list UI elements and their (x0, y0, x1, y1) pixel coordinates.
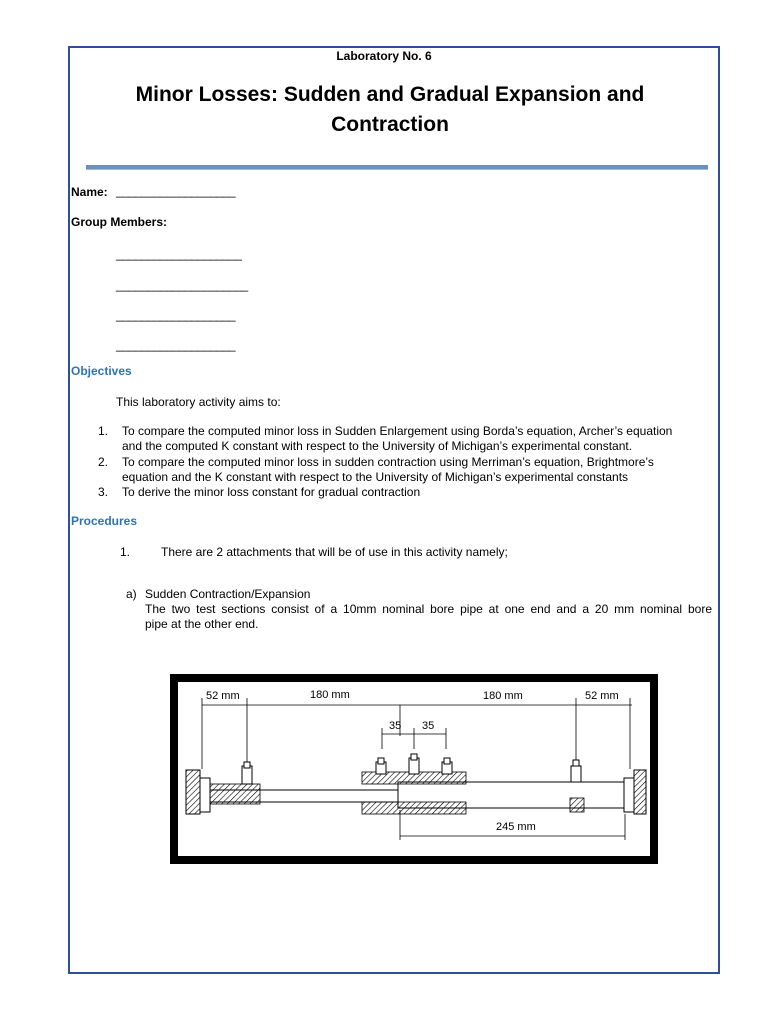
dim-label-right-52: 52 mm (585, 690, 619, 702)
procedures-heading: Procedures (71, 514, 138, 528)
dim-label-35-a: 35 (389, 720, 402, 732)
member-field-2[interactable]: _____________________ (116, 278, 248, 292)
objective-item-1 (122, 424, 672, 454)
group-members-label: Group Members: (71, 215, 168, 229)
member-field-1[interactable]: ____________________ (116, 247, 242, 261)
sub-item-a-label: a) (126, 587, 137, 601)
page-title (90, 80, 690, 140)
title-line-2: Contraction (331, 113, 449, 136)
objectives-intro: This laboratory activity aims to: (116, 395, 281, 409)
objective-item-3: To derive the minor loss constant for gradual contraction (122, 485, 421, 499)
sub-item-a-line-2: pipe at the other end. (145, 617, 259, 631)
name-label: Name: (71, 185, 108, 199)
procedure-step-1: There are 2 attachments that will be of use in this activity namely; (161, 545, 508, 559)
dim-label-left-180: 180 mm (310, 689, 350, 701)
lab-number: Laboratory No. 6 (336, 49, 432, 63)
objective-number-3: 3. (98, 485, 109, 499)
sub-item-a (145, 587, 712, 632)
objective-number-1: 1. (98, 424, 109, 438)
objective-1-line-2: and the computed K constant with respect to the University of Michigan’s experimental constant. (122, 439, 633, 453)
title-divider (86, 165, 708, 170)
objective-item-2 (122, 455, 654, 485)
objective-2-line-1: To compare the computed minor loss in sudden contraction using Merriman’s equation, Brightmore’s (122, 455, 654, 469)
member-field-4[interactable]: ___________________ (116, 338, 236, 352)
sub-item-a-line-1: The two test sections consist of a 10mm nominal bore pipe at one end and a 20 mm nominal bore (145, 602, 712, 616)
objective-number-2: 2. (98, 455, 109, 469)
procedure-step-number-1: 1. (120, 545, 131, 559)
title-line-1: Minor Losses: Sudden and Gradual Expansion and (135, 83, 645, 106)
pipe-test-section-figure (170, 674, 658, 864)
dim-label-left-52: 52 mm (206, 690, 240, 702)
dim-label-245: 245 mm (496, 821, 536, 833)
objective-1-line-1: To compare the computed minor loss in Sudden Enlargement using Borda’s equation, Archer’s equation (122, 424, 673, 438)
objectives-heading: Objectives (71, 364, 132, 378)
name-field[interactable]: ___________________ (116, 184, 236, 198)
sub-item-a-title: Sudden Contraction/Expansion (145, 587, 311, 601)
objective-2-line-2: equation and the K constant with respect to the University of Michigan’s experimental constants (122, 470, 629, 484)
member-field-3[interactable]: ___________________ (116, 308, 236, 322)
dim-label-right-180: 180 mm (483, 690, 523, 702)
dim-label-35-b: 35 (422, 720, 435, 732)
